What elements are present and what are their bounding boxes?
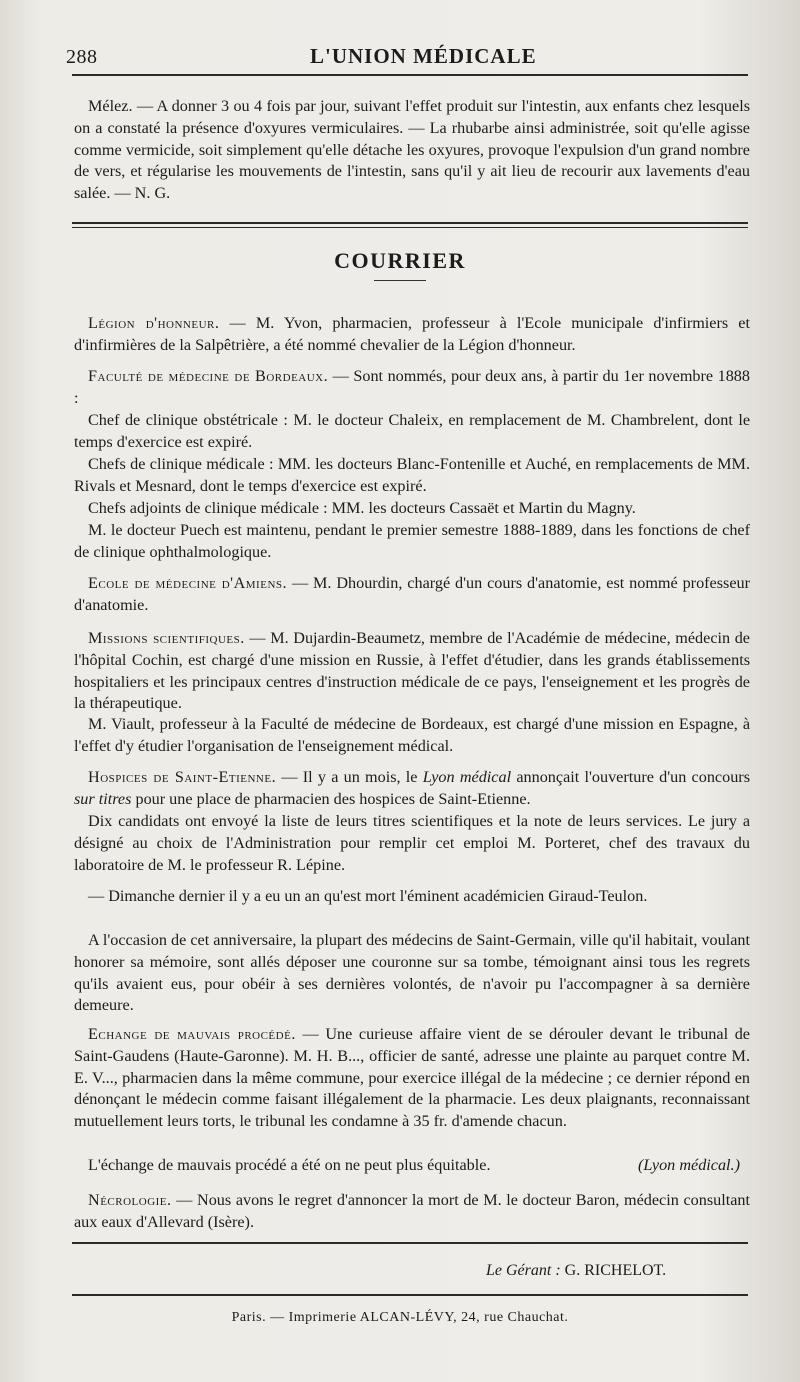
item-text: — Nous avons le regret d'annoncer la mort de M. le docteur Baron, médecin consultant aux eaux d'Allevard (Isère). xyxy=(74,1191,750,1231)
item-lead: Echange de mauvais procédé. xyxy=(88,1025,296,1043)
section-rule-top xyxy=(72,222,748,224)
echange-para-2 xyxy=(74,1155,750,1177)
intro-paragraph: Mélez. — A donner 3 ou 4 fois par jour, suivant l'effet produit sur l'intestin, aux enfants chez lesquels on a constaté la présence d'oxyures vermiculaires. — La rhubarbe ainsi administrée, soit qu'elle agisse comme vermicide, soit simplement qu'elle détache les oxyures, provoque l'expulsion d'un grand nombre de vers, et régularise les mouvements de l'intestin, sans qu'il y ait lieu de recourir aux lavements d'eau salée. — N. G. xyxy=(74,97,750,203)
item-lead: Faculté de médecine de Bordeaux. xyxy=(88,367,329,385)
signature xyxy=(486,1262,666,1280)
item-lead: Missions scientifiques. xyxy=(88,629,245,647)
signature-name: G. RICHELOT. xyxy=(564,1262,667,1279)
bordeaux-para-1: Chef de clinique obstétricale : M. le docteur Chaleix, en remplacement de M. Chambrelent, dont le temps d'exercice est expiré. xyxy=(74,411,750,451)
emphasis: sur titres xyxy=(74,789,132,808)
item-text: L'échange de mauvais procédé a été on ne peut plus équitable. xyxy=(88,1156,491,1174)
section-rule-bottom xyxy=(72,227,748,228)
item-echange xyxy=(74,1024,750,1133)
hospices-para-2: Dix candidats ont envoyé la liste de leurs titres scientifiques et la note de leurs services. Le jury a désigné au choix de l'Administration pour remplir cet emploi M. Porteret, chef des travaux du laboratoire de M. le professeur R. Lépine. xyxy=(74,812,750,874)
signature-label: Le Gérant : xyxy=(486,1262,561,1279)
item-amiens xyxy=(74,573,750,617)
bordeaux-para-2: Chefs de clinique médicale : MM. les docteurs Blanc-Fontenille et Auché, en remplacements de MM. Rivals et Mesnard, dont le temps d'exercice est expiré. xyxy=(74,455,750,495)
item-bordeaux xyxy=(74,366,750,410)
giraud-para-1: — Dimanche dernier il y a eu un an qu'est mort l'éminent académicien Giraud-Teulon. xyxy=(88,887,648,905)
bordeaux-para-4: M. le docteur Puech est maintenu, pendant le premier semestre 1888-1889, dans les fonctions de chef de clinique ophthalmologique. xyxy=(74,521,750,561)
giraud-para-2: A l'occasion de cet anniversaire, la plupart des médecins de Saint-Germain, ville qu'il habitait, voulant honorer sa mémoire, sont allés déposer une couronne sur sa tombe, témoignant ainsi tous les regrets qu'ils avaient eus, pour obéir à ses dernières volontés, de n'avoir pu l'accompagner à sa dernière demeure. xyxy=(74,931,750,1015)
item-lead: Ecole de médecine d'Amiens. xyxy=(88,574,288,592)
bordeaux-para-3: Chefs adjoints de clinique médicale : MM. les docteurs Cassaët et Martin du Magny. xyxy=(88,499,636,517)
item-text: — Il y a un mois, le xyxy=(276,768,423,786)
item-lead: Nécrologie. xyxy=(88,1191,172,1209)
journal-ref: Lyon médical xyxy=(422,768,512,786)
imprint: Paris. — Imprimerie ALCAN-LÉVY, 24, rue Chauchat. xyxy=(231,1310,569,1325)
section-title-rule xyxy=(374,280,426,281)
item-text: pour une place de pharmacien des hospices de Saint-Etienne. xyxy=(131,789,531,808)
item-text: — Une curieuse affaire vient de se dérouler devant le tribunal de Saint-Gaudens (Haute-Garonne). M. H. B..., officier de santé, adresse une plainte au parquet contre M. E. V..., pharmacien dans la même commune, pour exercice illégal de la médecine ; ce dernier répond en dénonçant le médecin comme faisant illégalement de la pharmacie. Les deux plaignants, reconnaissant mutuellement leurs torts, le tribunal les condamne à 35 fr. d'amende chacun. xyxy=(74,1025,750,1131)
item-text: — Sont nommés, pour deux ans, à partir du 1er novembre 1888 : xyxy=(74,367,750,407)
journal-title: L'UNION MÉDICALE xyxy=(310,44,537,68)
footer-rule-bottom xyxy=(72,1294,748,1296)
item-text: — M. Yvon, pharmacien, professeur à l'Ecole municipale d'infirmiers et d'infirmières de la Salpêtrière, a été nommé chevalier de la Légion d'honneur. xyxy=(74,314,750,354)
item-necrologie xyxy=(74,1190,750,1234)
item-text: — M. Dhourdin, chargé d'un cours d'anatomie, est nommé professeur d'anatomie. xyxy=(74,574,751,614)
item-legion xyxy=(74,313,750,357)
item-hospices xyxy=(74,767,750,811)
header-rule xyxy=(72,74,748,76)
item-lead: Hospices de Saint-Etienne. xyxy=(88,768,277,786)
item-text: annonçait l'ouverture d'un concours xyxy=(511,768,750,786)
section-title: COURRIER xyxy=(334,248,466,273)
footer-rule-top xyxy=(72,1242,748,1244)
source-ref: (Lyon médical.) xyxy=(637,1156,740,1174)
missions-para-2: M. Viault, professeur à la Faculté de médecine de Bordeaux, est chargé d'une mission en Espagne, à l'effet d'y étudier l'organisation de l'enseignement médical. xyxy=(74,715,750,755)
item-lead: Légion d'honneur. xyxy=(88,314,220,332)
item-text: — M. Dujardin-Beaumetz, membre de l'Académie de médecine, médecin de l'hôpital Cochin, est chargé d'une mission en Russie, à l'effet d'étudier, dans les grands établissements hospitaliers et les principaux centres d'instruction médicale de ce pays, l'enseignement et les progrès de la thérapeutique. xyxy=(74,629,750,713)
page-number: 288 xyxy=(66,46,98,68)
item-missions xyxy=(74,628,750,715)
